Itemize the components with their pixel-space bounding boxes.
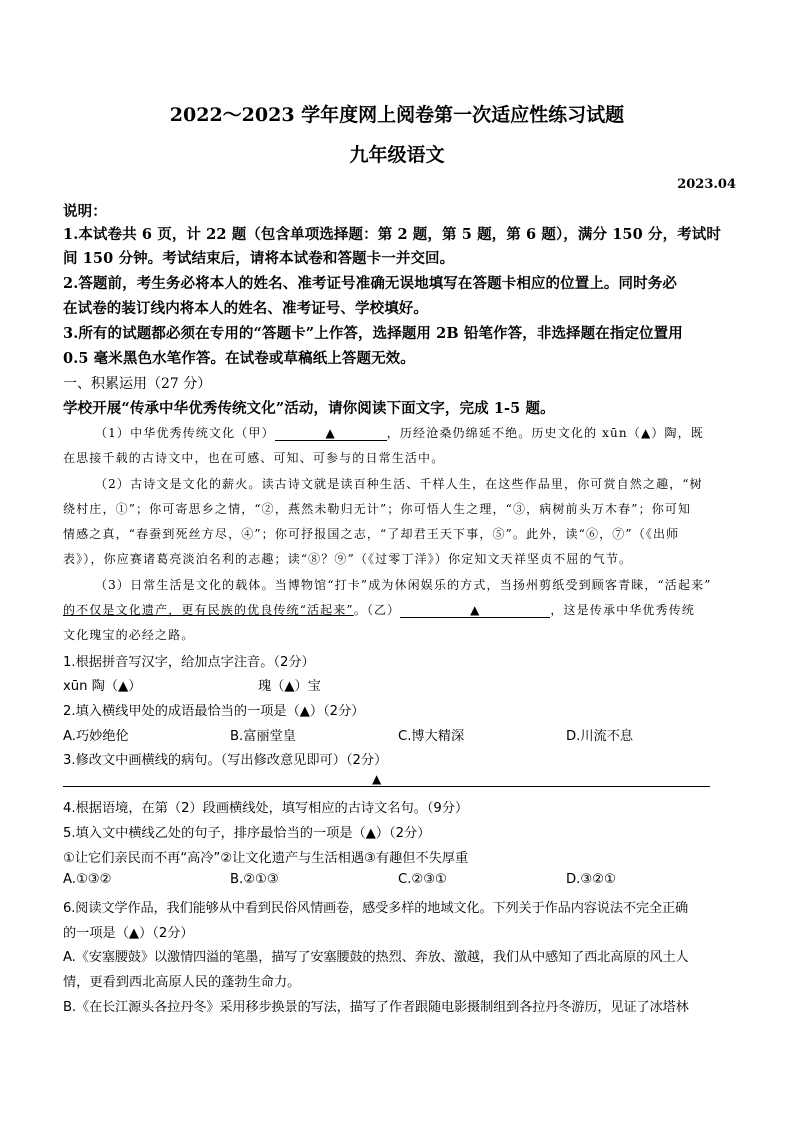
passage-p1-pre: （1）中华优秀传统文化（甲） [95, 426, 275, 440]
exam-subtitle: 九年级语文 [349, 144, 445, 166]
blank-yi: ▲ [400, 604, 550, 618]
question-5: 5.填入文中横线乙处的句子，排序最恰当的一项是（▲）（2分） [63, 826, 431, 841]
note-3-line-1: 3.所有的试题都必须在专用的“答题卡”上作答，选择题用 2B 铅笔作答，非选择题在指定位置用 [63, 325, 683, 342]
question-3: 3.修改文中画横线的病句。（写出修改意见即可）（2分） [63, 753, 388, 768]
passage-p2-line-3: 情感之真，“春蚕到死丝方尽，④”；你可抒报国之志，“了却君王天下事，⑤”。此外，读“⑥，⑦”（《出师 [63, 527, 680, 541]
q6-option-b-line-1: B.《在长江源头各拉丹冬》采用移步换景的写法，描写了作者跟随电影摄制组到各拉丹冬游历，见证了冰塔林 [63, 1000, 689, 1015]
exam-title: 2022～2023 学年度网上阅卷第一次适应性练习试题 [169, 104, 625, 126]
passage-p2-line-2: 绕村庄，①”；你可寄思乡之情，“②，燕然未勒归无计”；你可悟人生之理，“③，病树前头万木春”；你可知 [63, 502, 692, 516]
note-2-line-1: 2.答题前，考生务必将本人的姓名、准考证号准确无误地填写在答题卡相应的位置上。同时务必 [63, 275, 677, 292]
q2-option-a: A.巧妙绝伦 [63, 729, 129, 744]
question-4: 4.根据语境，在第（2）段画横线处，填写相应的古诗文名句。（9分） [63, 801, 469, 816]
q3-answer-marker: ▲ [372, 772, 382, 786]
q6-option-a-line-2: 情，更看到西北高原人民的蓬勃生命力。 [63, 975, 301, 990]
passage-p3-line-1: （3）日常生活是文化的载体。当博物馆“打卡”成为休闲娱乐的方式，当扬州剪纸受到顾客青睐，“活起来” [95, 578, 712, 592]
note-1-line-2: 间 150 分钟。考试结束后，请将本试卷和答题卡一并交回。 [63, 250, 455, 267]
q1-item-b: 瑰（▲）宝 [258, 679, 321, 694]
question-6-line-1: 6.阅读文学作品，我们能够从中看到民俗风情画卷，感受多样的地域文化。下列关于作品内容说法不完全正确 [63, 901, 689, 916]
section-1-intro: 学校开展“传承中华优秀传统文化”活动，请你阅读下面文字，完成 1-5 题。 [63, 400, 555, 417]
passage-p3-line-2 [63, 601, 735, 618]
question-2: 2.填入横线甲处的成语最恰当的一项是（▲）（2分） [63, 704, 365, 719]
passage-p3-line-3: 文化瑰宝的必经之路。 [63, 628, 195, 642]
q2-option-d: D.川流不息 [566, 729, 634, 744]
underlined-sick-sentence: 的不仅是文化遗产，更有民族的优良传统“活起来” [63, 603, 354, 617]
q5-option-a: A.①③② [63, 872, 112, 887]
passage-p1-line-1 [95, 424, 735, 441]
exam-date: 2023.04 [677, 177, 736, 192]
q2-option-b: B.富丽堂皇 [230, 729, 296, 744]
question-1: 1.根据拼音写汉字，给加点字注音。（2分） [63, 655, 315, 670]
q1-item-a: xūn 陶（▲） [63, 679, 142, 694]
note-2-line-2: 在试卷的装订线内将本人的姓名、准考证号、学校填好。 [63, 300, 428, 317]
q5-option-b: B.②①③ [230, 872, 279, 887]
passage-p3-post: ，这是传承中华优秀传统 [550, 603, 695, 617]
note-3-line-2: 0.5 毫米黑色水笔作答。在试卷或草稿纸上答题无效。 [63, 350, 415, 367]
q3-answer-line [63, 786, 710, 787]
section-1-heading: 一、积累运用（27 分） [63, 376, 212, 392]
q6-option-a-line-1: A.《安塞腰鼓》以激情四溢的笔墨，描写了安塞腰鼓的热烈、奔放、激越，我们从中感知了西北高原的风土人 [63, 950, 689, 965]
notes-heading: 说明： [63, 203, 107, 220]
question-6-line-2: 的一项是（▲）（2分） [63, 926, 194, 941]
note-1-line-1: 1.本试卷共 6 页，计 22 题（包含单项选择题：第 2 题，第 5 题，第 6 题），满分 150 分，考试时 [63, 226, 721, 243]
passage-p2-line-4: 表》），你应赛诸葛亮淡泊名利的志趣；读“⑧？⑨”（《过零丁洋》）你定知文天祥坚贞不屈的气节。 [63, 552, 633, 566]
q5-items: ①让它们亲民而不再“高冷”②让文化遗产与生活相遇③有趣但不失厚重 [63, 851, 469, 866]
q5-option-c: C.②③① [398, 872, 447, 887]
passage-p1-line-2: 在思接千载的古诗文中，也在可感、可知、可参与的日常生活中。 [63, 451, 445, 465]
passage-p2-line-1: （2）古诗文是文化的薪火。读古诗文就是读百种生活、千样人生，在这些作品里，你可赏自然之趣，“树 [95, 477, 703, 491]
passage-p1-post: ，历经沧桑仍绵延不绝。历史文化的 xūn（▲）陶，既 [386, 426, 704, 440]
blank-jia: ▲ [275, 427, 387, 441]
q2-option-c: C.博大精深 [398, 729, 465, 744]
passage-p3-mid: 。（乙） [353, 603, 401, 617]
q5-option-d: D.③②① [566, 872, 616, 887]
